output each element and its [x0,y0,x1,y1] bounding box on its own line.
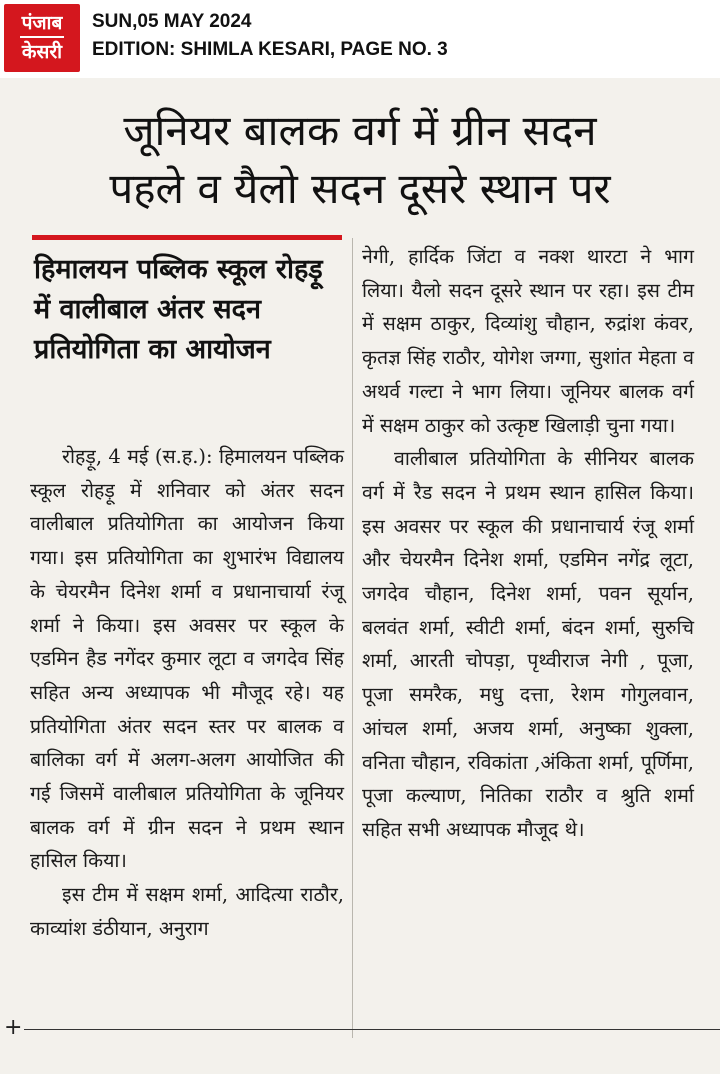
right-paragraph-1: नेगी, हार्दिक जिंटा व नक्श थारटा ने भाग लिया। यैलो सदन दूसरे स्थान पर रहा। इस टीम में सक्षम ठाकुर, दिव्यांशु चौहान, रुद्रांश कंवर, कृतज्ञ सिंह राठौर, योगेश जग्गा, सुशांत मेहता व अथर्व गल्टा ने भाग लिया। जूनियर बालक वर्ग में सक्षम ठाकुर को उत्कृष्ट खिलाड़ी चुना गया। [362,245,694,437]
edition-info: EDITION: SHIMLA KESARI, PAGE NO. 3 [92,39,448,60]
article-headline [0,102,720,218]
left-paragraph-1: रोहड़ू, 4 मई (स.ह.): हिमालयन पब्लिक स्कूल रोहड़ू में शनिवार को अंतर सदन वालीबाल प्रतियोगिता का आयोजन किया गया। इस प्रतियोगिता का शुभारंभ विद्यालय के चेयरमैन दिनेश शर्मा व प्रधानाचार्या रंजू शर्मा ने किया। इस अवसर पर स्कूल के एडमिन हैड नगेंदर कुमार लूटा व जगदेव सिंह सहित अन्य अध्यापक भी मौजूद रहे। यह प्रतियोगिता अंतर सदन स्तर पर बालक व बालिका वर्ग में अलग-अलग आयोजित की गई जिसमें वालीबाल प्रतियोगिता के जूनियर बालक वर्ग में ग्रीन सदन ने प्रथम स्थान हासिल किया। [30,445,344,873]
edition-meta [92,8,448,64]
punjab-kesari-logo [4,4,80,72]
masthead-bar [0,0,720,78]
column-divider [352,238,353,1038]
right-column [362,240,694,847]
headline-line-2: पहले व यैलो सदन दूसरे स्थान पर [109,164,611,213]
left-column [30,440,344,946]
subhead-accent-rule [32,235,342,240]
article-subheadline: हिमालयन पब्लिक स्कूल रोहड़ू में वालीबाल अंतर सदन प्रतियोगिता का आयोजन [34,254,323,365]
logo-line-1: पंजाब [20,10,65,38]
bottom-rule [24,1029,720,1030]
publication-date: SUN,05 MAY 2024 [92,11,252,32]
left-paragraph-2: इस टीम में सक्षम शर्मा, आदित्या राठौर, काव्यांश डंठीयान, अनुराग [30,883,344,940]
logo-line-2: केसरी [21,41,63,63]
right-paragraph-2: वालीबाल प्रतियोगिता के सीनियर बालक वर्ग में रैड सदन ने प्रथम स्थान हासिल किया। इस अवसर पर स्कूल की प्रधानाचार्य रंजू शर्मा और चेयरमैन दिनेश शर्मा, एडमिन नगेंद्र लूटा, जगदेव चौहान, दिनेश शर्मा, पवन सूर्यान, बलवंत शर्मा, स्वीटी शर्मा, बंदन शर्मा, सुरुचि शर्मा, आरती चोपड़ा, पृथ्वीराज नेगी , पूजा, पूजा समरैक, मधु दत्ता, रेशम गोगुलवान, आंचल शर्मा, अजय शर्मा, अनुष्का शुक्ला, वनिता चौहान, रविकांता ,अंकिता शर्मा, पूर्णिमा, पूजा कल्याण, नितिका राठौर व श्रुति शर्मा सहित सभी अध्यापक मौजूद थे। [362,447,694,841]
crop-mark-icon: + [4,1015,23,1040]
headline-line-1: जूनियर बालक वर्ग में ग्रीन सदन [123,106,597,155]
